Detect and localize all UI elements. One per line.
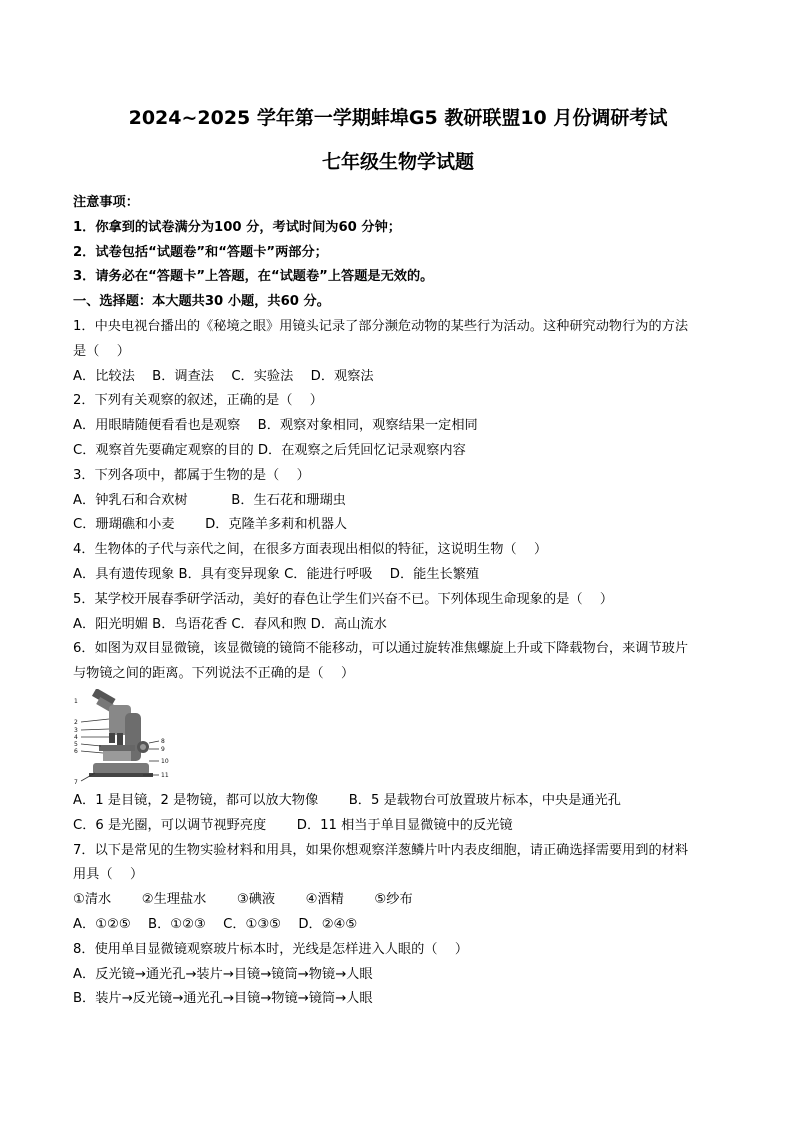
question-options: A．具有遗传现象 B．具有变异现象 C．能进行呼吸 D．能生长繁殖 [73,566,480,582]
question-4 [73,538,723,588]
exam-title: 2024~2025 学年第一学期蚌埠G5 教研联盟10 月份调研考试 [128,107,668,129]
question-materials: ①清水 ②生理盐水 ③碘液 ④酒精 ⑤纱布 [73,892,413,908]
figure-label: 3 [74,726,78,734]
question-options: C．珊瑚礁和小麦 D．克隆羊多莉和机器人 [73,517,348,533]
question-options: B．装片→反光镜→通光孔→目镜→物镜→镜筒→人眼 [73,991,373,1007]
figure-label: 1 [74,697,78,705]
note-item: 3．请务必在“答题卡”上答题，在“试题卷”上答题是无效的。 [73,269,434,285]
question-stem: 与物镜之间的距离。下列说法不正确的是（ ） [73,666,355,682]
microscope-image [73,689,177,789]
figure-label: 9 [161,745,165,753]
figure-label: 5 [74,740,78,748]
objective-shape [109,733,115,743]
question-options: A．比较法 B．调查法 C．实验法 D．观察法 [73,368,374,384]
question-stem: 6．如图为双目显微镜，该显微镜的镜筒不能移动，可以通过旋转准焦螺旋上升或下降载物台，来调节玻片 [73,641,689,657]
question-options: A．钟乳石和合欢树 B．生石花和珊瑚虫 [73,492,346,508]
question-stem: 是（ ） [73,343,130,359]
question-stem: 3．下列各项中，都属于生物的是（ ） [73,467,310,483]
question-8 [73,938,723,1012]
question-options: A．用眼睛随便看看也是观察 B．观察对象相同，观察结果一定相同 [73,418,478,434]
question-options: C．6 是光圈，可以调节视野亮度 D．11 相当于单目显微镜中的反光镜 [73,817,513,833]
figure-label: 2 [74,718,78,726]
question-6 [73,637,723,838]
question-stem: 8．使用单目显微镜观察玻片标本时，光线是怎样进入人眼的（ ） [73,941,469,957]
question-options: A．阳光明媚 B．鸟语花香 C．春风和煦 D．高山流水 [73,616,387,632]
figure-label: 4 [74,733,78,741]
question-stem: 7．以下是常见的生物实验材料和用具，如果你想观察洋葱鳞片叶内表皮细胞，请正确选择需要用到的材料 [73,842,689,858]
question-stem: 1．中央电视台播出的《秘境之眼》用镜头记录了部分濒危动物的某些行为活动。这种研究动物行为的方法 [73,318,689,334]
question-2 [73,389,723,463]
figure-label: 11 [161,771,169,779]
notes-heading: 注意事项： [73,195,139,210]
stage-shape [99,745,135,751]
question-5 [73,588,723,638]
question-stem: 4．生物体的子代与亲代之间，在很多方面表现出相似的特征，这说明生物（ ） [73,542,548,558]
question-stem: 2．下列有关观察的叙述，正确的是（ ） [73,393,323,409]
question-options: A．1 是目镜，2 是物镜，都可以放大物像 B．5 是载物台可放置玻片标本，中央是通光孔 [73,792,621,808]
question-1 [73,315,723,389]
figure-label: 8 [161,737,165,745]
objective-shape [117,733,123,745]
question-7 [73,839,723,938]
figure-label: 7 [74,778,78,786]
notes-block [73,191,723,315]
question-options: A．①②⑤ B．①②③ C．①③⑤ D．②④⑤ [73,916,358,932]
note-item: 2．试卷包括“试题卷”和“答题卡”两部分； [73,244,328,260]
microscope-figure [73,689,177,789]
fine-knob-shape [140,744,146,750]
question-stem: 5．某学校开展春季研学活动，美好的春色让学生们兴奋不已。下列体现生命现象的是（ ） [73,591,614,607]
section-heading: 一、选择题：本大题共30 小题，共60 分。 [73,294,330,310]
question-options: A．反光镜→通光孔→装片→目镜→镜筒→物镜→人眼 [73,966,373,982]
question-stem: 用具（ ） [73,867,144,883]
note-item: 1．你拿到的试卷满分为100 分，考试时间为60 分钟； [73,219,401,235]
exam-page [73,100,723,1012]
exam-subtitle: 七年级生物学试题 [321,151,474,173]
question-options: C．观察首先要确定观察的目的 D．在观察之后凭回忆记录观察内容 [73,442,466,458]
condenser-shape [103,751,131,761]
figure-label: 6 [74,747,78,755]
figure-label: 10 [161,757,169,765]
question-3 [73,464,723,538]
